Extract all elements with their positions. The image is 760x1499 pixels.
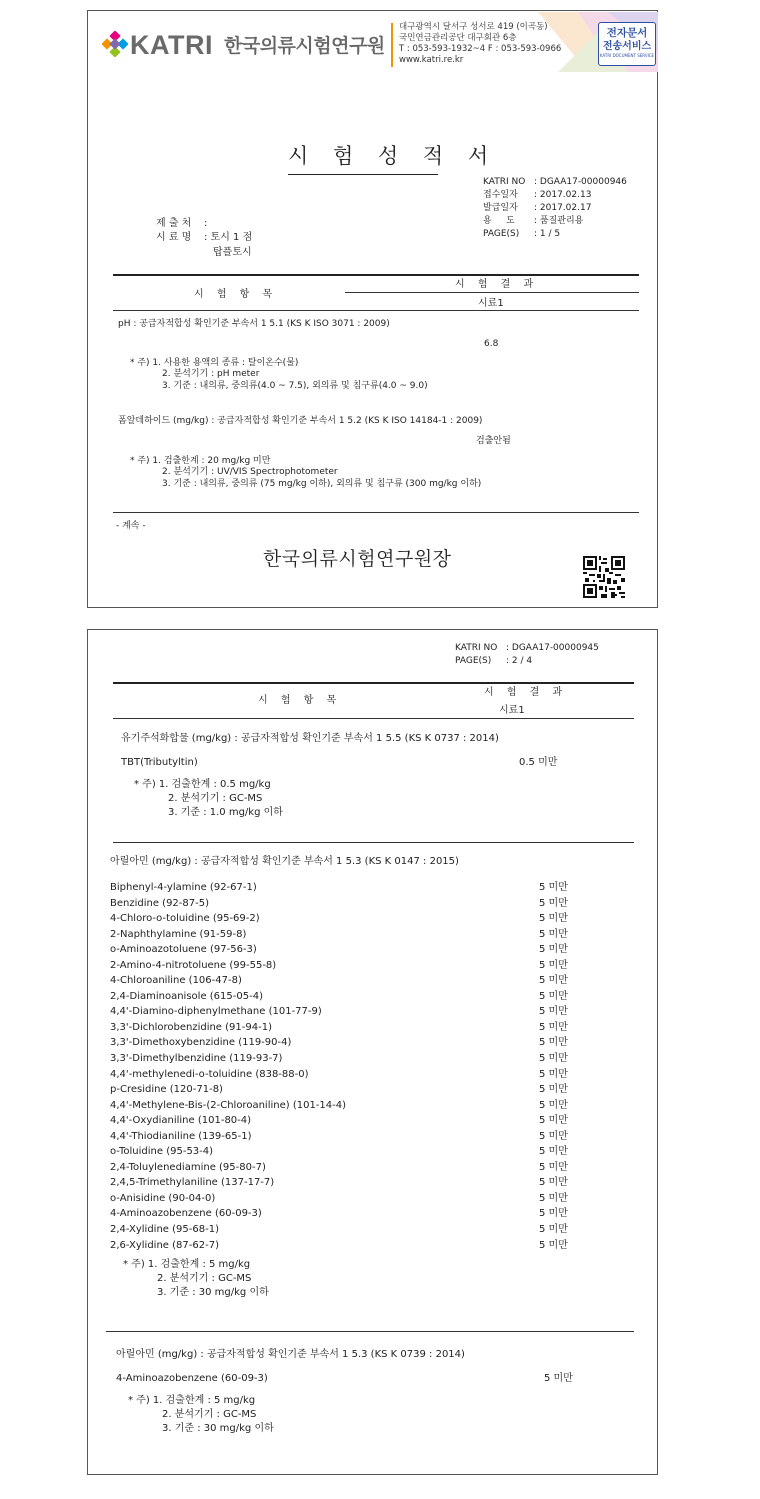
report-page-2 xyxy=(87,629,658,1475)
sample-label: 시 료 명 xyxy=(156,232,192,243)
arylamine-row-name: 2,4,5-Trimethylaniline (137-17-7) xyxy=(110,1177,275,1189)
meta-labels-2: KATRI NO PAGE(S) xyxy=(455,643,498,666)
arylamine-row-name: 4,4'-Methylene-Bis-(2-Chloroaniline) (101-14-4) xyxy=(110,1099,347,1111)
arylamine-row-result: 5 미만 xyxy=(539,1099,568,1111)
arylamine-row-name: o-Anisidine (90-04-0) xyxy=(110,1192,216,1204)
arylamine-row-name: 2-Naphthylamine (91-59-8) xyxy=(110,928,247,940)
arylamine-row-name: 2,4-Toluylenediamine (95-80-7) xyxy=(110,1161,266,1173)
e-document-badge: 전자문서 전송서비스 KATRI DOCUMENT SERVICE xyxy=(598,22,656,66)
submitter-label: 제 출 처 xyxy=(156,218,192,229)
col-sample-header: 시료1 xyxy=(478,298,504,309)
test-formaldehyde-name: 폼알데하이드 (mg/kg) : 공급자적합성 확인기준 부속서 1 5.2 (KS K ISO 14184-1 : 2009) xyxy=(118,416,483,426)
arylamine-row-result: 5 미만 xyxy=(539,913,568,925)
test-formaldehyde-notes: * 주) 1. 검출한계 : 20 mg/kg 미만 2. 분석기기 : UV/VIS Spectrophotometer 3. 기준 : 내의류, 중의류 (75 mg/kg 이하), 외의류 및 침구류 (300 mg/kg 이하) xyxy=(130,456,482,489)
test-organotin-notes: * 주) 1. 검출한계 : 0.5 mg/kg 2. 분석기기 : GC-MS 3. 기준 : 1.0 mg/kg 이하 xyxy=(134,779,283,818)
test-ph-name: pH : 공급자적합성 확인기준 부속서 1 5.1 (KS K ISO 3071 : 2009) xyxy=(118,319,390,329)
arylamine-row-result: 5 미만 xyxy=(539,1224,568,1236)
arylamine-row-result: 5 미만 xyxy=(539,882,568,893)
meta-values-2: : DGAA17-00000945 : 2 / 4 xyxy=(506,643,599,666)
arylamine-row-result: 5 미만 xyxy=(539,928,568,940)
meta-labels: KATRI NO 접수일자 발급일자 용 도 PAGE(S) xyxy=(483,177,526,239)
report-page-1 xyxy=(87,10,658,608)
arylamine-row-result: 5 미만 xyxy=(539,959,568,971)
sample-value-2: 탑플토시 xyxy=(213,247,252,258)
qr-code-icon xyxy=(583,556,625,598)
test-arylamine2-sub: 4-Aminoazobenzene (60-09-3) xyxy=(116,1373,268,1384)
arylamine-row-name: 4-Chloro-o-toluidine (95-69-2) xyxy=(110,913,260,925)
col-divider xyxy=(345,292,639,293)
test-organotin-result: 0.5 미만 xyxy=(519,757,558,768)
org-address: 대구광역시 달서구 성서로 419 (이곡동) 국민연금관리공단 대구회관 6층 T : 053-593-1932~4 F : 053-593-0966 www.katri.re.kr xyxy=(399,22,562,65)
arylamine-row-name: 3,3'-Dimethoxybenzidine (119-90-4) xyxy=(110,1037,292,1049)
arylamine-row-name: 2,4-Diaminoanisole (615-05-4) xyxy=(110,990,263,1002)
test-arylamine-notes: * 주) 1. 검출한계 : 5 mg/kg 2. 분석기기 : GC-MS 3. 기준 : 30 mg/kg 이하 xyxy=(123,1259,269,1298)
table-header-rule-2 xyxy=(113,718,634,719)
arylamine-row-name: 4-Chloroaniline (106-47-8) xyxy=(110,975,242,987)
col-item-header: 시 험 항 목 xyxy=(194,289,278,300)
arylamine-row-result: 5 미만 xyxy=(539,1037,568,1049)
arylamine-row-result: 5 미만 xyxy=(539,1177,568,1189)
arylamine-row-name: 4-Aminoazobenzene (60-09-3) xyxy=(110,1208,262,1220)
header-divider xyxy=(391,23,393,67)
arylamine-row-result: 5 미만 xyxy=(539,1146,568,1158)
arylamine-row-result: 5 미만 xyxy=(539,1068,568,1080)
arylamine-row-name: 4,4'-Oxydianiline (101-80-4) xyxy=(110,1115,252,1127)
arylamine-row-name: 3,3'-Dimethylbenzidine (119-93-7) xyxy=(110,1053,283,1065)
arylamine-row-name: 4,4'-Diamino-diphenylmethane (101-77-9) xyxy=(110,1006,322,1018)
arylamine-row-result: 5 미만 xyxy=(539,1130,568,1142)
arylamine-row-result: 5 미만 xyxy=(539,1053,568,1065)
title-underline xyxy=(288,174,438,175)
sample-value: : 토시 1 점 xyxy=(204,232,253,243)
test-organotin-sub: TBT(Tributyltin) xyxy=(121,757,198,768)
arylamine-row-result: 5 미만 xyxy=(539,1161,568,1173)
arylamine-row-name: 2,4-Xylidine (95-68-1) xyxy=(110,1224,219,1236)
test-arylamine2-result: 5 미만 xyxy=(544,1373,573,1384)
arylamine-row-name: 4,4'-Thiodianiline (139-65-1) xyxy=(110,1130,252,1142)
test-arylamine2-name: 아릴아민 (mg/kg) : 공급자적합성 확인기준 부속서 1 5.3 (KS K 0739 : 2014) xyxy=(116,1349,465,1360)
arylamine-row-name: 3,3'-Dichlorobenzidine (91-94-1) xyxy=(110,1021,272,1033)
col-item-header-2: 시 험 항 목 xyxy=(258,695,342,706)
arylamine-list xyxy=(110,880,346,1253)
arylamine-row-result: 5 미만 xyxy=(539,1192,568,1204)
arylamine-row-name: 2,6-Xylidine (87-62-7) xyxy=(110,1239,219,1251)
table-top-rule xyxy=(113,274,639,276)
arylamine-row-result: 5 미만 xyxy=(539,1208,568,1220)
test-organotin-name: 유기주석화합물 (mg/kg) : 공급자적합성 확인기준 부속서 1 5.5 (KS K 0737 : 2014) xyxy=(121,733,499,744)
arylamine-results xyxy=(539,880,568,1253)
arylamine-row-result: 5 미만 xyxy=(539,1115,568,1127)
arylamine-row-result: 5 미만 xyxy=(539,897,568,909)
table-bottom-rule xyxy=(113,512,639,513)
test-arylamine-name: 아릴아민 (mg/kg) : 공급자적합성 확인기준 부속서 1 5.3 (KS K 0147 : 2015) xyxy=(110,856,459,867)
meta-values: : DGAA17-00000946 : 2017.02.13 : 2017.02.17 : 품질관리용 : 1 / 5 xyxy=(534,177,627,239)
section-rule-1 xyxy=(113,842,634,843)
org-name: 한국의류시험연구원 xyxy=(224,35,385,57)
arylamine-row-name: 2-Amino-4-nitrotoluene (99-55-8) xyxy=(110,959,277,971)
katri-logo-icon xyxy=(102,31,128,57)
submitter-value: : xyxy=(204,218,208,229)
test-arylamine2-notes: * 주) 1. 검출한계 : 5 mg/kg 2. 분석기기 : GC-MS 3. 기준 : 30 mg/kg 이하 xyxy=(128,1395,274,1434)
arylamine-row-result: 5 미만 xyxy=(539,1006,568,1018)
col-result-header: 시 험 결 과 xyxy=(455,279,539,290)
arylamine-row-name: o-Toluidine (95-53-4) xyxy=(110,1146,214,1158)
arylamine-row-name: o-Aminoazotoluene (97-56-3) xyxy=(110,944,257,956)
section-rule-2 xyxy=(106,1331,634,1332)
arylamine-row-result: 5 미만 xyxy=(539,975,568,987)
signature-text: 한국의류시험연구원장 xyxy=(263,548,452,570)
arylamine-row-name: Biphenyl-4-ylamine (92-67-1) xyxy=(110,882,257,893)
test-formaldehyde-result: 검출안됨 xyxy=(476,436,511,446)
arylamine-row-name: Benzidine (92-87-5) xyxy=(110,897,210,909)
test-ph-result: 6.8 xyxy=(484,339,499,349)
arylamine-row-result: 5 미만 xyxy=(539,1021,568,1033)
continued-note: - 계속 - xyxy=(116,521,146,531)
test-ph-notes: * 주) 1. 사용한 용액의 종류 : 탈이온수(물) 2. 분석기기 : pH meter 3. 기준 : 내의류, 중의류(4.0 ~ 7.5), 외의류 및 침구류(4.0 ~ 9.0) xyxy=(130,358,428,391)
arylamine-row-result: 5 미만 xyxy=(539,944,568,956)
arylamine-row-result: 5 미만 xyxy=(539,1239,568,1251)
col-result-header-2: 시 험 결 과 xyxy=(484,687,568,698)
report-title: 시 험 성 적 서 xyxy=(288,144,498,168)
arylamine-row-name: p-Cresidine (120-71-8) xyxy=(110,1084,223,1096)
arylamine-row-result: 5 미만 xyxy=(539,1084,568,1096)
col-sample-header-2: 시료1 xyxy=(499,705,525,716)
table-top-rule-2 xyxy=(113,682,634,684)
arylamine-row-name: 4,4'-methylenedi-o-toluidine (838-88-0) xyxy=(110,1068,309,1080)
arylamine-row-result: 5 미만 xyxy=(539,990,568,1002)
logo-text: KATRI xyxy=(130,30,213,60)
table-header-rule xyxy=(113,310,639,311)
